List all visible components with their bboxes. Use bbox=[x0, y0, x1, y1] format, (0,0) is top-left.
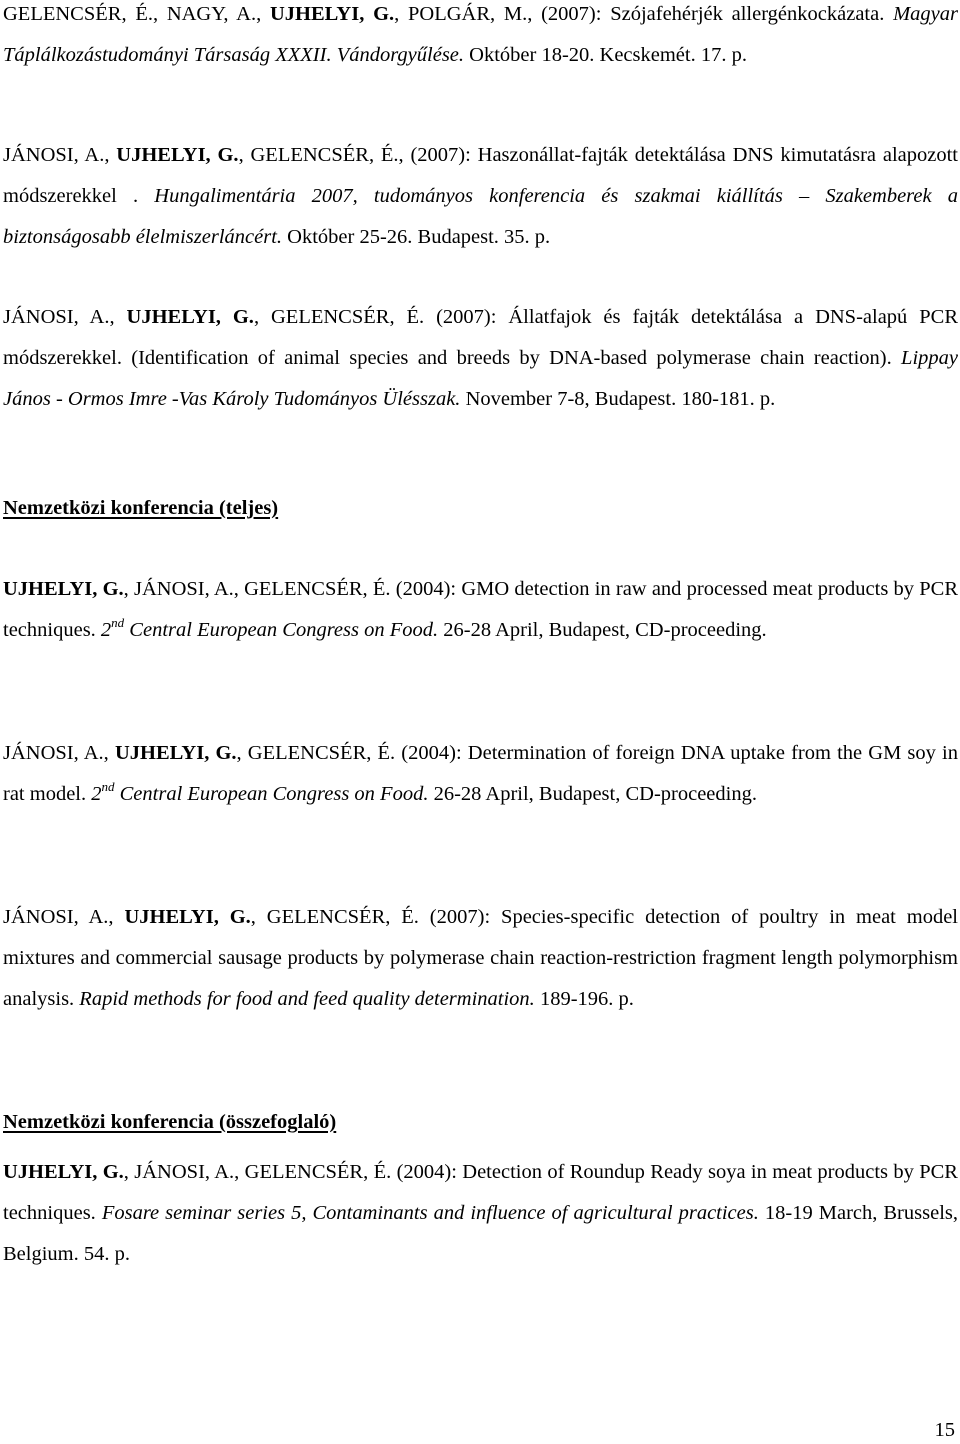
reference-text-segment: Central European Congress on Food. bbox=[124, 619, 439, 642]
reference-text-segment: , GELENCSÉR, É. (2004): Determination of foreign DNA uptake from the GM soy in rat model. bbox=[3, 742, 958, 806]
reference-text-segment: 2 bbox=[100, 619, 112, 642]
reference-text-segment: Lippay János - Ormos Imre -Vas Károly Tudományos Ülésszak. bbox=[3, 347, 958, 411]
reference-text-segment: Hungalimentária 2007, tudományos konferencia és szakmai kiállítás – Szakemberek a biztonságosabb élelmiszerláncért. bbox=[3, 185, 959, 249]
reference-entry bbox=[3, 1152, 958, 1276]
reference-entry bbox=[3, 297, 958, 421]
reference-text-segment: 2 bbox=[91, 783, 102, 806]
reference-text-segment: Central European Congress on Food. bbox=[114, 783, 429, 806]
reference-entry bbox=[3, 0, 958, 76]
reference-text-segment: Magyar Táplálkozástudományi Társaság XXXII. Vándorgyűlése. bbox=[3, 3, 958, 67]
reference-text-segment: JÁNOSI, A., bbox=[3, 306, 127, 328]
reference-text-segment: nd bbox=[101, 779, 115, 795]
reference-text-segment: Október 18-20. Kecskemét. 17. p. bbox=[464, 44, 747, 67]
reference-text-segment: UJHELYI, G. bbox=[126, 306, 254, 328]
reference-text-segment: , JÁNOSI, A., GELENCSÉR, É. (2004): GMO detection in raw and processed meat products by PCR techniques. bbox=[3, 578, 958, 642]
reference-text-segment: UJHELYI, G. bbox=[3, 1161, 124, 1183]
reference-text-segment: UJHELYI, G. bbox=[269, 3, 395, 25]
section-heading-full-conference: Nemzetközi konferencia (teljes) bbox=[3, 497, 279, 519]
reference-entry bbox=[3, 569, 958, 651]
reference-entry bbox=[3, 733, 958, 815]
reference-entry bbox=[3, 897, 958, 1021]
reference-text-segment: Rapid methods for food and feed quality determination. bbox=[79, 988, 535, 1011]
reference-entry bbox=[3, 135, 958, 259]
reference-text-segment: Október 25-26. Budapest. 35. p. bbox=[282, 226, 551, 249]
reference-text-segment: JÁNOSI, A., bbox=[3, 144, 117, 166]
page-number: 15 bbox=[934, 1419, 955, 1441]
reference-text-segment: Fosare seminar series 5, Contaminants and influence of agricultural practices. bbox=[101, 1202, 759, 1225]
reference-text-segment: , GELENCSÉR, É. (2007): Állatfajok és fajták detektálása a DNS-alapú PCR módszerekkel. (Identification of animal species and breeds by DNA-based polymerase chain reaction). bbox=[3, 306, 958, 370]
reference-text-segment: UJHELYI, G. bbox=[3, 578, 124, 600]
reference-text-segment: JÁNOSI, A., bbox=[3, 906, 125, 928]
reference-text-segment: 189-196. p. bbox=[534, 988, 634, 1011]
reference-text-segment: , GELENCSÉR, É. (2007): Species-specific detection of poultry in meat model mixtures and commercial sausage products by polymerase chain reaction-restriction fragment length polymorphism analysis. bbox=[3, 906, 959, 1011]
reference-text-segment: UJHELYI, G. bbox=[116, 144, 239, 166]
reference-text-segment: nd bbox=[111, 615, 125, 631]
reference-text-segment: , POLGÁR, M., (2007): Szójafehérjék allergénkockázata. bbox=[394, 3, 894, 25]
section-heading-summary-conference: Nemzetközi konferencia (összefoglaló) bbox=[3, 1111, 337, 1133]
reference-text-segment: 26-28 April, Budapest, CD-proceeding. bbox=[438, 619, 767, 642]
reference-text-segment: , GELENCSÉR, É., (2007): Haszonállat-fajták detektálása DNS kimutatásra alapozott módszerekkel . bbox=[3, 144, 958, 208]
reference-text-segment: November 7-8, Budapest. 180-181. p. bbox=[460, 388, 776, 411]
reference-text-segment: JÁNOSI, A., bbox=[3, 742, 115, 764]
reference-text-segment: UJHELYI, G. bbox=[124, 906, 251, 928]
reference-text-segment: UJHELYI, G. bbox=[114, 742, 237, 764]
reference-text-segment: 18-19 March, Brussels, Belgium. 54. p. bbox=[3, 1202, 958, 1266]
reference-text-segment: 26-28 April, Budapest, CD-proceeding. bbox=[428, 783, 757, 806]
reference-text-segment: GELENCSÉR, É., NAGY, A., bbox=[3, 3, 270, 25]
reference-text-segment: , JÁNOSI, A., GELENCSÉR, É. (2004): Detection of Roundup Ready soya in meat products by PCR techniques. bbox=[3, 1161, 958, 1225]
